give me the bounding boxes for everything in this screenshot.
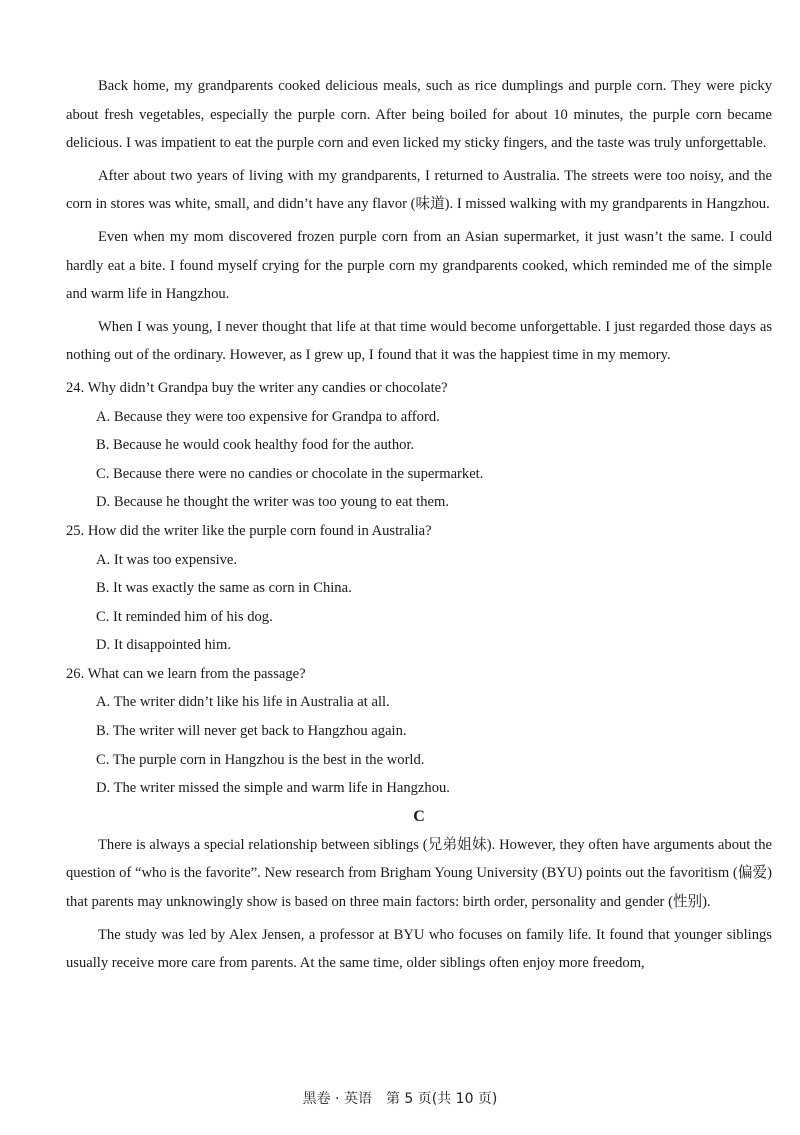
option-d: D. Because he thought the writer was too young to eat them.: [96, 494, 450, 511]
passage-paragraph: After about two years of living with my grandparents, I returned to Australia. The streets were too noisy, and the corn in stores was white, small, and didn’t have any flavor (味道). I missed walking with my grandparents in Hangzhou.: [66, 167, 772, 213]
option-b: B. The writer will never get back to Hangzhou again.: [96, 723, 407, 740]
option-a: A. Because they were too expensive for Grandpa to afford.: [96, 408, 440, 425]
option-a: A. It was too expensive.: [96, 551, 238, 568]
question-stem: 26. What can we learn from the passage?: [66, 665, 306, 682]
question-26: [66, 660, 772, 803]
option-d: D. The writer missed the simple and warm life in Hangzhou.: [96, 780, 450, 797]
document-page: [66, 72, 772, 982]
question-24: [66, 374, 772, 517]
option-d: D. It disappointed him.: [96, 637, 231, 654]
question-stem: 24. Why didn’t Grandpa buy the writer any candies or chocolate?: [66, 379, 448, 396]
question-stem: 25. How did the writer like the purple corn found in Australia?: [66, 522, 432, 539]
option-c: C. It reminded him of his dog.: [96, 608, 273, 625]
option-a: A. The writer didn’t like his life in Australia at all.: [96, 694, 390, 711]
passage-paragraph: The study was led by Alex Jensen, a professor at BYU who focuses on family life. It found that younger siblings usually receive more care from parents. At the same time, older siblings often enjoy more freedom,: [66, 926, 772, 972]
option-b: B. Because he would cook healthy food for the author.: [96, 437, 415, 454]
passage-paragraph: When I was young, I never thought that life at that time would become unforgettable. I just regarded those days as nothing out of the ordinary. However, as I grew up, I found that it was the happiest time in my memory.: [66, 318, 772, 364]
option-c: C. Because there were no candies or chocolate in the supermarket.: [96, 465, 484, 482]
page-footer: 黑卷 · 英语 第 5 页(共 10 页): [302, 1091, 498, 1107]
passage-paragraph: Back home, my grandparents cooked delicious meals, such as rice dumplings and purple corn. They were picky about fresh vegetables, especially the purple corn. After being boiled for about 10 minutes, the purple corn became delicious. I was impatient to eat the purple corn and even licked my sticky fingers, and the taste was truly unforgettable.: [66, 78, 772, 152]
option-c: C. The purple corn in Hangzhou is the best in the world.: [96, 751, 425, 768]
question-25: [66, 517, 772, 660]
option-b: B. It was exactly the same as corn in China.: [96, 580, 352, 597]
section-heading: C: [413, 807, 425, 825]
passage-paragraph: There is always a special relationship between siblings (兄弟姐妹). However, they often have arguments about the question of “who is the favorite”. New research from Brigham Young University (BYU) points out the favoritism (偏爱) that parents may unknowingly show is based on three main factors: birth order, personality and gender (性别).: [66, 836, 772, 911]
passage-paragraph: Even when my mom discovered frozen purple corn from an Asian supermarket, it just wasn’t the same. I could hardly eat a bite. I found myself crying for the purple corn my grandparents cooked, which reminded me of the simple and warm life in Hangzhou.: [66, 228, 772, 303]
